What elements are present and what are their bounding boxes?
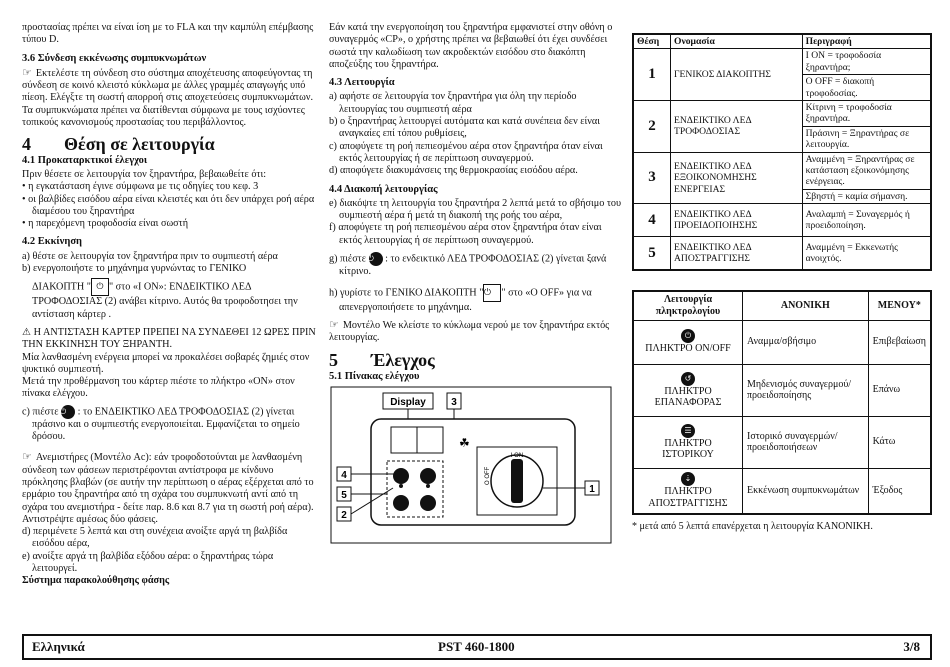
middle-column [329,22,623,545]
footer-page-number: 3/8 [903,639,920,654]
display-window [417,427,443,453]
column-header: Θέση [633,34,671,49]
reset-icon: ↺ [681,372,695,386]
power-icon: ⏻ [61,405,75,419]
svg-text:O OFF: O OFF [485,466,491,485]
energy-saving-icon: ☘ [459,435,470,450]
section-heading-4-3: 4.3 Λειτουργία [329,77,395,89]
list-item: f) αποφύγετε τη ροή πεπιεσμένου αέρα στον ξηραντήρα όταν είναι εκτός λειτουργίας ή σε περίπτωση συναγερμού. [329,222,602,246]
section-heading-3-6: 3.6 Σύνδεση εκκένωσης συμπυκνωμάτων [22,52,207,64]
list-item: a) θέστε σε λειτουργία τον ξηραντήρα πριν το συμπιεστή αέρα [22,250,278,262]
callout-2: 2 [341,509,347,521]
pointing-hand-icon: ☞ [329,317,339,331]
paragraph: Μετά την προθέρμανση του κάρτερ πιέστε το πλήκτρο «ON» στον πίνακα ελέγχου. [22,376,295,400]
display-label: Display [390,396,426,408]
control-panel-diagram [329,385,613,545]
column-header: Ονομασία [671,34,803,49]
history-button-icon [393,495,409,511]
column-header: ΑΝΟΝΙΚΗ [743,291,869,320]
paragraph: ☞ Εκτελέστε τη σύνδεση στο σύστημα αποχέτευσης αποφεύγοντας τη σύνδεση σε κοινό κλειστό κύκλωμα με άλλες γραμμές απαγωγής υπό πίεση. Ελέγξτε τη σωστή απορροή στις αποχετεύσεις συμπυκνωμάτων. Τα συμπυκνώματα πρέπει να διατίθενται σύμφωνα με τους ισχύοντες τοπικούς κανονισμούς προστασίας του περιβάλλοντος. [22,65,313,129]
callout-3: 3 [451,396,457,408]
list-item: e) ανοίξτε αργά τη βαλβίδα εξόδου αέρα: ο ξηραντήρας τώρα λειτουργεί. [22,550,274,574]
footnote: * μετά από 5 λεπτά επανέρχεται η λειτουργία ΚΑΝΟΝΙΚΗ. [632,521,873,533]
section-heading-4-1: 4.1 Προκαταρκτικοί έλεγχοι [22,154,148,166]
bullet-item: • η παρεχόμενη τροφοδοσία είναι σωστή [22,218,189,230]
column-header: Λειτουργία πληκτρολογίου [633,291,743,320]
history-icon: ☰ [681,424,695,438]
table-row: 3 ΕΝΔΕΙΚΤΙΚΟ ΛΕΔ ΕΞΟΙΚΟΝΟΜΗΣΗΣ ΕΝΕΡΓΕΙΑΣ Αναμμένη = Ξηραντήρας σε κατάσταση εξοικονόμησης ενέργειας. [633,152,931,189]
table-row: ⇣ ΠΛΗΚΤΡΟ ΑΠΟΣΤΡΑΓΓΙΣΗΣ Εκκένωση συμπυκνωμάτων Έξοδος [633,468,931,514]
pointing-hand-icon: ☞ [22,65,32,79]
reset-button-icon [420,468,436,484]
pointing-hand-icon: ☞ [22,450,32,464]
left-column [22,22,318,588]
power-icon: ⏻ [681,329,695,343]
list-item: g) πιέστε ⏻ : το ενδεικτικό ΛΕΔ ΤΡΟΦΟΔΟΣΙΑΣ (2) γίνεται ξανά κίτρινο. [329,253,607,278]
table-row: 5 ΕΝΔΕΙΚΤΙΚΟ ΛΕΔ ΑΠΟΣΤΡΑΓΓΙΣΗΣ Αναμμένη = Εκκενωτής ανοιχτός. [633,237,931,271]
subheading: Σύστημα παρακολούθησης φάσης [22,575,170,587]
main-switch-icon: ⏻ [91,278,109,296]
paragraph: Πριν θέσετε σε λειτουργία τον ξηραντήρα, βεβαιωθείτε ότι: [22,168,267,180]
list-item: c) αποφύγετε τη ροή πεπιεσμένου αέρα στον ξηραντήρα όταν είναι εκτός λειτουργίας ή σε περίπτωση συναγερμού. [329,140,603,164]
main-switch-icon: ⏻ [483,284,501,302]
page-footer [22,634,932,660]
table-row: ⏻ ΠΛΗΚΤΡΟ ON/OFF Αναμμα/σβήσιμο Επιβεβαίωση [633,320,931,364]
list-item: h) γυρίστε το ΓΕΝΙΚΟ ΔΙΑΚΟΠΤΗ "⏻ " στο «O OFF» για να απενεργοποιήσετε το μηχάνημα. [329,284,623,314]
chapter-heading-5: 5 Έλεγχος [329,350,435,371]
list-item: d) περιμένετε 5 λεπτά και στη συνέχεια ανοίξτε αργά τη βαλβίδα εισόδου αέρα, [22,526,288,550]
callout-1: 1 [589,483,595,495]
paragraph: προστασίας πρέπει να είναι ίση με το FLA και την καμπύλη επέμβασης τύπου D. [22,22,314,46]
footer-language: Ελληνικά [32,639,85,654]
table-row: ☰ ΠΛΗΚΤΡΟ ΙΣΤΟΡΙΚΟΥ Ιστορικό συναγερμών/ προειδοποιήσεων Κάτω [633,416,931,468]
list-item: c) πιέστε ⏻ : το ΕΝΔΕΙΚΤΙΚΟ ΛΕΔ ΤΡΟΦΟΔΟΣΙΑΣ (2) γίνεται πράσινο και ο συμπιεστής ενεργοποιείται. Εμφανίζεται το σημείο δρόσου. [22,406,300,443]
table-row: 1 ΓΕΝΙΚΟΣ ΔΙΑΚΟΠΤΗΣ I ON = τροφοδοσία ξηραντήρα; [633,49,931,75]
bullet-item: • οι βαλβίδες εισόδου αέρα είναι κλειστές και ότι δεν υπάρχει ροή αέρα διαμέσου του ξηραντήρα [22,193,315,217]
footer-model: PST 460-1800 [438,639,515,654]
section-heading-5-1: 5.1 Πίνακας ελέγχου [329,370,420,382]
power-icon: ⏻ [369,252,383,266]
paragraph: ☞ Μοντέλο We κλείστε το κύκλωμα νερού με τον ξηραντήρα εκτός λειτουργίας. [329,317,610,343]
bullet-item: • η εγκατάσταση έγινε σύμφωνα με τις οδηγίες του κεφ. 3 [22,181,259,193]
display-window [391,427,417,453]
positions-table: Θέση Ονομασία Περιγραφή 1 ΓΕΝΙΚΟΣ ΔΙΑΚΟΠΤΗΣ I ON = τροφοδοσία ξηραντήρα; O OFF = διακοπή τροφοδοσίας. 2 ΕΝΔΕΙΚΤΙΚΟ ΛΕΔ ΤΡΟΦΟΔΟΣΙΑΣ Κίτρινη = τροφοδοσία ξηραντήρα. Πράσινη = Ξηραντήρας σε λειτουργία. 3 ΕΝΔΕΙΚΤΙΚΟ ΛΕΔ ΕΞΟΙΚΟΝΟΜΗΣΗΣ ΕΝΕΡΓΕΙΑΣ Αναμμένη = Ξηραντήρας σε κατάσταση εξοικονόμησης ενέργειας. Σβηστή = καμία σήμανση. 4 ΕΝΔΕΙΚΤΙΚΟ ΛΕΔ ΠΡΟΕΙΔΟΠΟΙΗΣΗΣ Αναλαμπή = Συναγερμός ή προειδοποίηση. 5 ΕΝΔΕΙΚΤΙΚΟ ΛΕΔ ΑΠΟΣΤΡΑΓΓΙΣΗΣ Αναμμένη = Εκκενωτής ανοιχτός. [632,33,932,271]
section-heading-4-4: 4.4 Διακοπή λειτουργίας [329,183,438,195]
list-item: e) διακόψτε τη λειτουργία του ξηραντήρα 2 λεπτά μετά το σβήσιμο του συμπιεστή αέρα ή μετά τη διακοπή της ροής του αέρα, [329,197,622,222]
table-row: 4 ΕΝΔΕΙΚΤΙΚΟ ΛΕΔ ΠΡΟΕΙΔΟΠΟΙΗΣΗΣ Αναλαμπή = Συναγερμός ή προειδοποίηση. [633,204,931,237]
paragraph: Μία λανθασμένη ενέργεια μπορεί να προκαλέσει σοβαρές ζημιές στον ψυκτικό συμπιεστή. [22,351,310,375]
list-item: b) ενεργοποιήστε το μηχάνημα γυρνώντας το ΓΕΝΙΚΟ [22,263,247,275]
section-heading-4-2: 4.2 Εκκίνηση [22,236,82,248]
svg-text:I ON: I ON [510,452,524,459]
table-row: ↺ ΠΛΗΚΤΡΟ ΕΠΑΝΑΦΟΡΑΣ Μηδενισμός συναγερμού/ προειδοποίησης Επάνω [633,364,931,416]
column-header: ΜΕΝΟΥ* [868,291,931,320]
chapter-heading-4: 4 Θέση σε λειτουργία [22,134,215,155]
paragraph: Εάν κατά την ενεργοποίηση του ξηραντήρα εμφανιστεί στην οθόνη ο συναγερμός «CP», ο χρήστης πρέπει να βεβαιωθεί ότι έχει συνδέσει σωστά την καλωδίωση των ακροδεκτών εισόδου στο διακόπτη αποζεύξης του ξηραντήρα. [329,22,613,70]
callout-4: 4 [341,469,347,481]
warning-text: ⚠ Η ΑΝΤΙΣΤΑΣΗ ΚΑΡΤΕΡ ΠΡΕΠΕΙ ΝΑ ΣΥΝΔΕΘΕΙ 12 ΩΡΕΣ ΠΡΙΝ ΤΗΝ ΕΚΚΙΝΗΣΗ ΤΟΥ ΞΗΡΑΝΤΗ. [22,326,316,351]
list-item: a) αφήστε σε λειτουργία τον ξηραντήρα για όλη την περίοδο λειτουργίας του συμπιεστή αέρα [329,91,577,115]
list-item: ΔΙΑΚΟΠΤΗ " ⏻ " στο «Ι ON»: ΕΝΔΕΙΚΤΙΚΟ ΛΕΔ ΤΡΟΦΟΔΟΣΙΑΣ (2) ανάβει κίτρινο. Αυτός θα τροφοδοτησει την αντίσταση κάρτερ . [22,278,318,321]
power-button-icon [393,468,409,484]
list-item: d) αποφύγετε διακυμάνσεις της θερμοκρασίας εισόδου αέρα. [329,165,578,177]
paragraph: ☞ Ανεμιστήρες (Μοντέλο Ac): εάν τροφοδοτούνται με λανθασμένη σύνδεση των φάσεων περιστρέφονται αντίστροφα με κίνδυνο πρόκλησης βλαβών (σε αυτήν την περίπτωση ο αέρας εξέρχεται από το ερμάριο του ξηραντήρα από τη σχάρα του συμπυκνωτή αντί από τη σχάρα του ανεμιστήρα - δείτε παρ. 8.6 και 8.7 για τη σωστή ροή αέρα). Αντιστρέψτε αμέσως δύο φάσεις. [22,450,314,525]
callout-5: 5 [341,489,347,501]
drain-button-icon [420,495,436,511]
right-column [632,33,932,534]
column-header: Περιγραφή [802,34,931,49]
keypad-functions-table [632,290,932,515]
table-row: 2 ΕΝΔΕΙΚΤΙΚΟ ΛΕΔ ΤΡΟΦΟΔΟΣΙΑΣ Κίτρινη = τροφοδοσία ξηραντήρα. [633,101,931,127]
drain-icon: ⇣ [681,472,695,486]
list-item: b) ο ξηραντήρας λειτουργεί αυτόματα και κατά συνέπεια δεν είναι αναγκαίες επί τόπου ρυθμίσεις, [329,116,600,140]
